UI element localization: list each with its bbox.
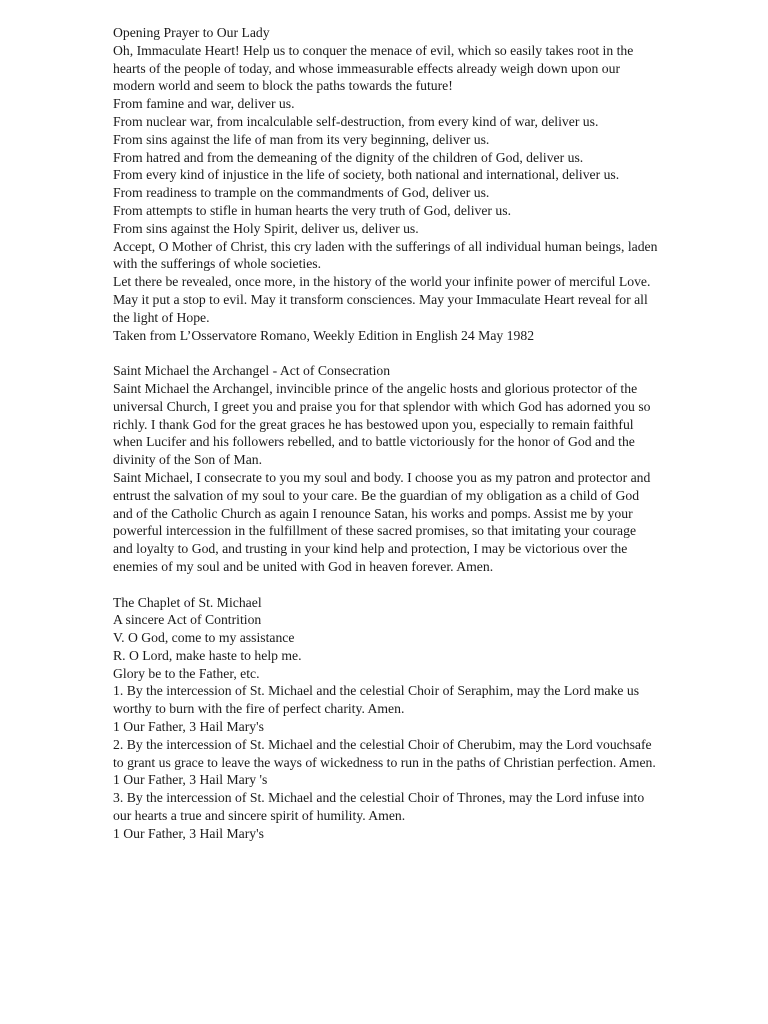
petition-line: From nuclear war, from incalculable self-destruction, from every kind of war, deliver us. (113, 113, 599, 129)
prayer-paragraph: Saint Michael, I consecrate to you my soul and body. I choose you as my patron and protector and entrust the salvation of my soul to your care. Be the guardian of my obligation as a child of God and of the Catholic Church as again I renounce Satan, his works and pomps. Assist me by your powerful intercession in the fulfillment of these sacred promises, so that imitating your courage and loyalty to God, and trusting in your kind help and protection, I may be victorious over the enemies of my soul and be united with God in heaven forever. Amen. (113, 469, 651, 574)
chaplet-line: Glory be to the Father, etc. (113, 665, 260, 681)
section-spacer (113, 344, 658, 362)
document-page (113, 24, 658, 843)
section-chaplet (113, 594, 658, 843)
prayer-paragraph: Oh, Immaculate Heart! Help us to conquer the menace of evil, which so easily takes root in the hearts of the people of today, and whose immeasurable effects already weigh down upon our modern world and seem to block the paths towards the future! (113, 42, 634, 94)
petition-line: From sins against the Holy Spirit, deliver us, deliver us. (113, 220, 419, 236)
prayer-paragraph: Accept, O Mother of Christ, this cry laden with the sufferings of all individual human beings, laden with the sufferings of whole societies. (113, 238, 658, 272)
chaplet-line: R. O Lord, make haste to help me. (113, 647, 302, 663)
chaplet-salutation: 2. By the intercession of St. Michael and the celestial Choir of Cherubim, may the Lord vouchsafe to grant us grace to leave the ways of wickedness to run in the paths of Christian perfection. Amen. (113, 736, 656, 770)
petition-line: From readiness to trample on the commandments of God, deliver us. (113, 185, 490, 201)
chaplet-line: 1 Our Father, 3 Hail Mary's (113, 719, 264, 735)
source-citation: Taken from L’Osservatore Romano, Weekly Edition in English 24 May 1982 (113, 327, 535, 343)
chaplet-line: 1 Our Father, 3 Hail Mary 's (113, 772, 268, 788)
chaplet-line: A sincere Act of Contrition (113, 612, 262, 628)
petition-line: From famine and war, deliver us. (113, 96, 295, 112)
petition-line: From every kind of injustice in the life of society, both national and international, deliver us. (113, 167, 620, 183)
chaplet-line: V. O God, come to my assistance (113, 630, 295, 646)
section-title: The Chaplet of St. Michael (113, 594, 262, 610)
chaplet-line: 1 Our Father, 3 Hail Mary's (113, 825, 264, 841)
section-title: Opening Prayer to Our Lady (113, 25, 270, 40)
chaplet-salutation: 3. By the intercession of St. Michael and the celestial Choir of Thrones, may the Lord infuse into our hearts a true and sincere spirit of humility. Amen. (113, 790, 645, 824)
petition-line: From hatred and from the demeaning of the dignity of the children of God, deliver us. (113, 149, 584, 165)
section-spacer (113, 576, 658, 594)
section-act-of-consecration (113, 362, 658, 576)
chaplet-salutation: 1. By the intercession of St. Michael and the celestial Choir of Seraphim, may the Lord make us worthy to burn with the fire of perfect charity. Amen. (113, 683, 640, 717)
prayer-paragraph: Let there be revealed, once more, in the history of the world your infinite power of merciful Love. May it put a stop to evil. May it transform consciences. May your Immaculate Heart reveal for all the light of Hope. (113, 274, 651, 325)
petition-line: From attempts to stifle in human hearts the very truth of God, deliver us. (113, 202, 512, 218)
section-opening-prayer (113, 24, 658, 344)
petition-line: From sins against the life of man from its very beginning, deliver us. (113, 131, 490, 147)
section-title: Saint Michael the Archangel - Act of Consecration (113, 363, 391, 379)
prayer-paragraph: Saint Michael the Archangel, invincible prince of the angelic hosts and glorious protector of the universal Church, I greet you and praise you for that splendor with which God has adorned you so richly. I thank God for the great graces he has bestowed upon you, especially to remain faithful when Lucifer and his followers rebelled, and to battle victoriously for the honor of God and the divinity of the Son of Man. (113, 380, 651, 468)
